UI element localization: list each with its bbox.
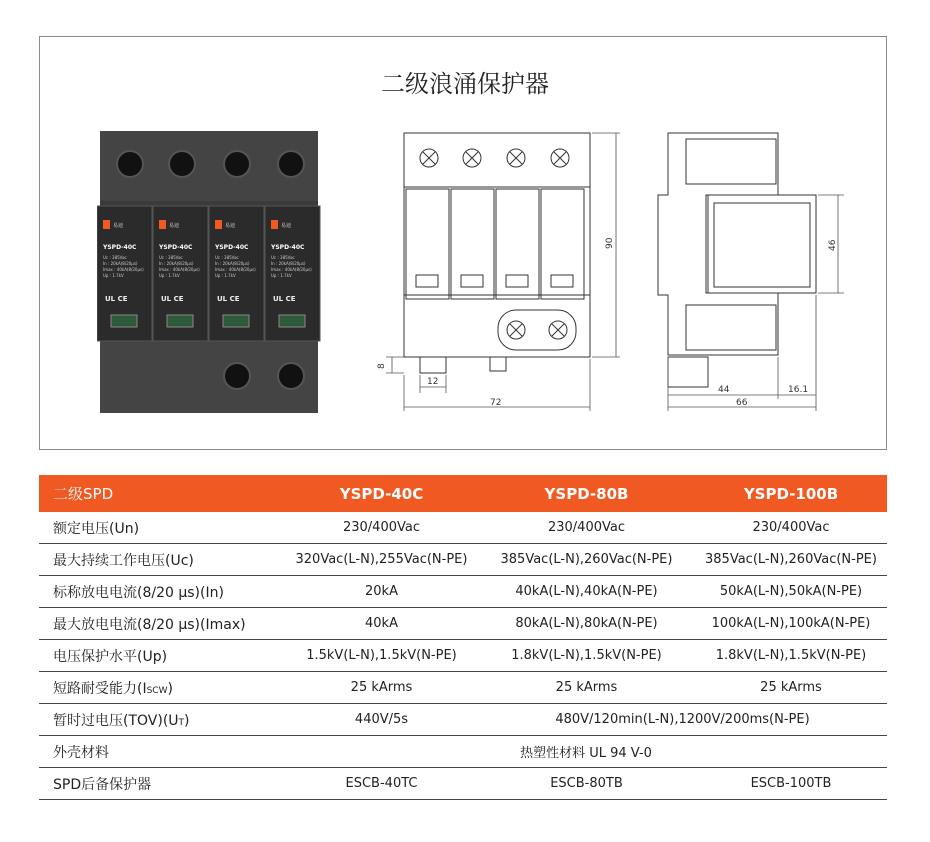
- table-cell: ESCB-100TB: [695, 768, 887, 800]
- table-cell: 40kA: [285, 608, 478, 640]
- table-row: [39, 736, 887, 768]
- table-cell: 230/400Vac: [478, 512, 695, 544]
- module-spec: Up : 1.7kV: [103, 273, 124, 278]
- module-spec: Up : 1.7kV: [215, 273, 236, 278]
- row-label-end: ): [167, 680, 173, 697]
- module-brand: 易迪: [113, 223, 124, 229]
- module-spec: Uc : 385Vac: [271, 255, 295, 260]
- row-label: [39, 704, 285, 736]
- table-cell: 1.8kV(L-N),1.5kV(N-PE): [478, 640, 695, 672]
- table-row: [39, 704, 887, 736]
- header-cell: YSPD-100B: [695, 475, 887, 512]
- table-row: [39, 576, 887, 608]
- row-label: 标称放电电流(8/20 μs)(In): [39, 576, 285, 608]
- side-view-drawing: [648, 125, 848, 415]
- table-cell: 40kA(L-N),40kA(N-PE): [478, 576, 695, 608]
- dim-44: 44: [718, 385, 730, 395]
- module-spec: Uc : 385Vac: [215, 255, 239, 260]
- table-row: [39, 640, 887, 672]
- module-brand: 易迪: [169, 223, 180, 229]
- module-model: YSPD-40C: [271, 244, 305, 251]
- module-spec: Imax : 40kA(8/20μs): [159, 267, 200, 272]
- table-header-row: [39, 475, 887, 512]
- table-cell: 25 kArms: [478, 672, 695, 704]
- table-cell: 385Vac(L-N),260Vac(N-PE): [695, 544, 887, 576]
- row-label: SPD后备保护器: [39, 768, 285, 800]
- dim-66: 66: [736, 398, 748, 408]
- table-cell: 320Vac(L-N),255Vac(N-PE): [285, 544, 478, 576]
- row-label: 最大持续工作电压(Uc): [39, 544, 285, 576]
- table-cell: 20kA: [285, 576, 478, 608]
- module-brand: 易迪: [281, 223, 292, 229]
- dim-46: 46: [828, 239, 838, 251]
- module-spec: Imax : 40kA(8/20μs): [271, 267, 312, 272]
- row-label: 额定电压(Un): [39, 512, 285, 544]
- module-spec: In : 20kA(8/20μs): [271, 261, 306, 266]
- table-row: [39, 544, 887, 576]
- dim-8: 8: [377, 363, 387, 369]
- header-cell: 二级SPD: [39, 475, 285, 512]
- table-cell: 25 kArms: [695, 672, 887, 704]
- row-label-subscript: T: [178, 717, 185, 728]
- row-label-subscript: SCW: [146, 685, 168, 696]
- specs-table: [39, 475, 887, 800]
- dim-12: 12: [427, 377, 439, 387]
- cert-marks: UL CE: [217, 295, 240, 303]
- table-row: [39, 672, 887, 704]
- row-label: 最大放电电流(8/20 μs)(Imax): [39, 608, 285, 640]
- module-model: YSPD-40C: [215, 244, 249, 251]
- cert-marks: UL CE: [105, 295, 128, 303]
- front-view-drawing: [370, 125, 630, 415]
- module-brand: 易迪: [225, 223, 236, 229]
- module-spec: In : 20kA(8/20μs): [103, 261, 138, 266]
- table-cell: 1.8kV(L-N),1.5kV(N-PE): [695, 640, 887, 672]
- header-cell: YSPD-80B: [478, 475, 695, 512]
- header-cell: YSPD-40C: [285, 475, 478, 512]
- table-cell: 230/400Vac: [285, 512, 478, 544]
- table-row: [39, 512, 887, 544]
- dim-height: 90: [605, 237, 615, 249]
- table-cell: 385Vac(L-N),260Vac(N-PE): [478, 544, 695, 576]
- module-model: YSPD-40C: [159, 244, 193, 251]
- table-cell: ESCB-80TB: [478, 768, 695, 800]
- row-label-main: 暂时过电压(TOV)(U: [53, 712, 179, 729]
- cert-marks: UL CE: [161, 295, 184, 303]
- table-cell: 50kA(L-N),50kA(N-PE): [695, 576, 887, 608]
- table-row: [39, 608, 887, 640]
- table-cell: 440V/5s: [285, 704, 478, 736]
- product-photo: [97, 131, 321, 413]
- table-cell: 230/400Vac: [695, 512, 887, 544]
- row-label: 外壳材料: [39, 736, 285, 768]
- row-label: [39, 672, 285, 704]
- table-cell: 80kA(L-N),80kA(N-PE): [478, 608, 695, 640]
- table-cell: ESCB-40TC: [285, 768, 478, 800]
- module-spec: In : 20kA(8/20μs): [215, 261, 250, 266]
- module-spec: Up : 1.7kV: [271, 273, 292, 278]
- page-title: 二级浪涌保护器: [381, 70, 549, 98]
- cert-marks: UL CE: [273, 295, 296, 303]
- table-cell: 480V/120min(L-N),1200V/200ms(N-PE): [478, 704, 887, 736]
- module-spec: Imax : 40kA(8/20μs): [103, 267, 144, 272]
- table-cell: 1.5kV(L-N),1.5kV(N-PE): [285, 640, 478, 672]
- module-model: YSPD-40C: [103, 244, 137, 251]
- row-label-end: ): [184, 712, 190, 729]
- dim-16: 16.1: [788, 385, 809, 395]
- table-row: [39, 768, 887, 800]
- table-cell: 热塑性材料 UL 94 V-0: [285, 736, 887, 768]
- dim-width: 72: [490, 398, 502, 408]
- module-spec: Imax : 40kA(8/20μs): [215, 267, 256, 272]
- table-cell: 100kA(L-N),100kA(N-PE): [695, 608, 887, 640]
- module-spec: Uc : 385Vac: [159, 255, 183, 260]
- module-spec: Up : 1.7kV: [159, 273, 180, 278]
- row-label-main: 短路耐受能力(I: [53, 680, 147, 697]
- module-spec: In : 20kA(8/20μs): [159, 261, 194, 266]
- table-cell: 25 kArms: [285, 672, 478, 704]
- row-label: 电压保护水平(Up): [39, 640, 285, 672]
- module-spec: Uc : 385Vac: [103, 255, 127, 260]
